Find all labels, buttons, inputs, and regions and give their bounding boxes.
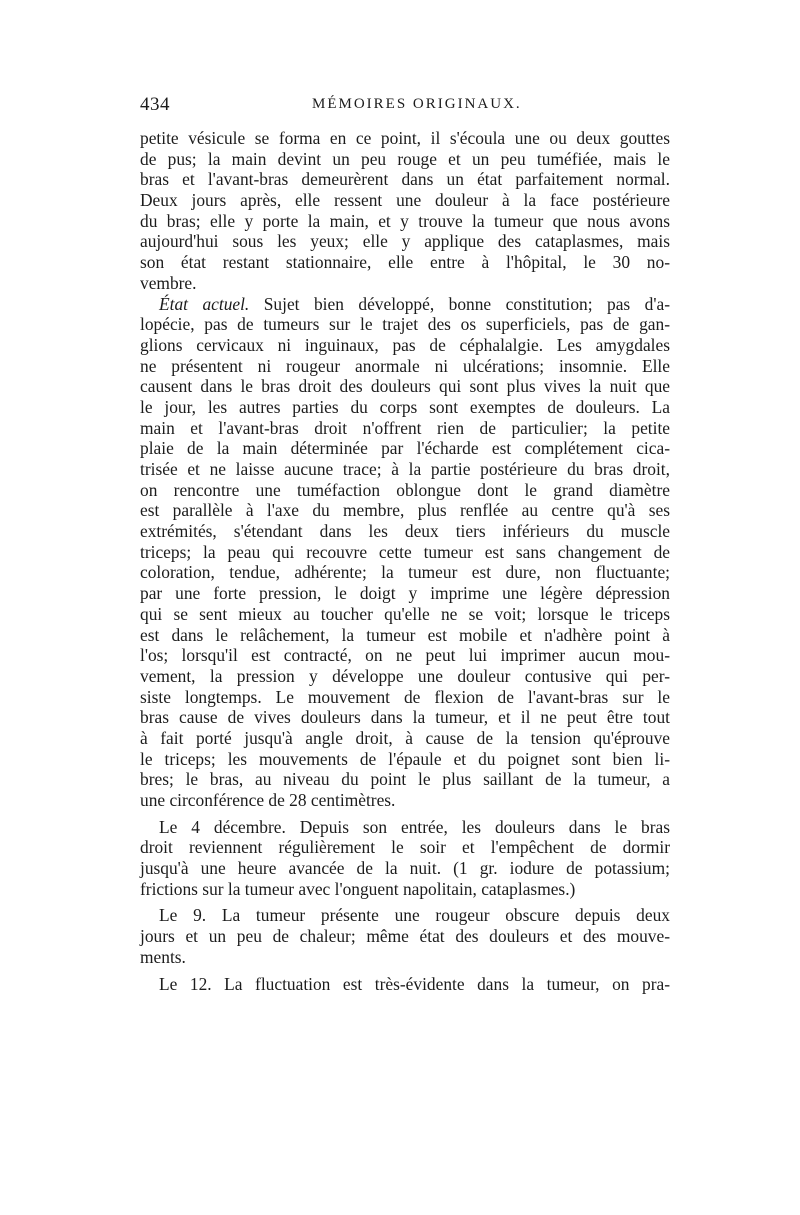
text-line: glions cervicaux ni inguinaux, pas de céphalalgie. Les amygdales — [140, 334, 670, 355]
text-line: Le 12. La fluctuation est très-évidente dans la tumeur, on pra- — [159, 973, 670, 994]
page-number: 434 — [140, 94, 170, 115]
text-line: une circonférence de 28 centimètres. — [140, 790, 396, 810]
text-line: frictions sur la tumeur avec l'onguent napolitain, cataplasmes.) — [140, 878, 576, 899]
text-line: Le 4 décembre. Depuis son entrée, les douleurs dans le bras — [159, 816, 670, 837]
text-line: son état restant stationnaire, elle entre à l'hôpital, le 30 no- — [140, 252, 670, 273]
text-line: le triceps; les mouvements de l'épaule et du poignet sont bien li- — [140, 748, 670, 769]
text-line: petite vésicule se forma en ce point, il s'écoula une ou deux gouttes — [140, 128, 670, 148]
text-line: vement, la pression y développe une douleur contusive qui per- — [140, 665, 670, 686]
running-title: MÉMOIRES ORIGINAUX. — [312, 96, 522, 112]
text-line: à fait porté jusqu'à angle droit, à cause de la tension qu'éprouve — [140, 727, 670, 748]
text-line: droit reviennent régulièrement le soir et l'empêchent de dormir — [140, 837, 670, 858]
text-line: on rencontre une tuméfaction oblongue dont le grand diamètre — [140, 479, 670, 500]
text-line: qui se sent mieux au toucher qu'elle ne se voit; lorsque le triceps — [140, 603, 670, 624]
paragraph — [140, 905, 670, 967]
text-line: Deux jours après, elle ressent une douleur à la face postérieure — [140, 190, 670, 211]
text-line: est parallèle à l'axe du membre, plus renflée au centre qu'à ses — [140, 500, 670, 521]
text-line: plaie de la main déterminée par l'écharde est complétement cica- — [140, 438, 670, 459]
text-line: bras et l'avant-bras demeurèrent dans un état parfaitement normal. — [140, 169, 670, 190]
text-line: siste longtemps. Le mouvement de flexion de l'avant-bras sur le — [140, 686, 670, 707]
section-lead: État actuel. — [159, 293, 250, 314]
text-line: ne présentent ni rougeur anormale ni ulcérations; insomnie. Elle — [140, 355, 670, 376]
text-line: lopécie, pas de tumeurs sur le trajet des os superficiels, pas de gan- — [140, 314, 670, 335]
text-line: jours et un peu de chaleur; même état des douleurs et des mouve- — [140, 926, 670, 947]
paragraph — [140, 128, 670, 294]
paragraph — [140, 817, 670, 900]
text-line: le jour, les autres parties du corps sont exemptes de douleurs. La — [140, 396, 670, 417]
text-line: main et l'avant-bras droit n'offrent rien de particulier; la petite — [140, 417, 670, 438]
text-fragment: Sujet bien développé, bonne constitution; pas d'a- — [249, 293, 670, 314]
text-line: jusqu'à une heure avancée de la nuit. (1 gr. iodure de potassium; — [140, 858, 670, 879]
text-line: l'os; lorsqu'il est contracté, on ne peut lui imprimer aucun mou- — [140, 645, 670, 666]
book-page — [140, 94, 670, 994]
text-line: causent dans le bras droit des douleurs qui sont plus vives la nuit que — [140, 376, 670, 397]
paragraph — [140, 294, 670, 811]
text-line: bres; le bras, au niveau du point le plus saillant de la tumeur, a — [140, 769, 670, 790]
text-line: par une forte pression, le doigt y imprime une légère dépression — [140, 583, 670, 604]
text-line: de pus; la main devint un peu rouge et un peu tuméfiée, mais le — [140, 148, 670, 169]
paragraph — [140, 974, 670, 995]
text-line: extrémités, s'étendant dans les deux tiers inférieurs du muscle — [140, 521, 670, 542]
text-line: coloration, tendue, adhérente; la tumeur est dure, non fluctuante; — [140, 562, 670, 583]
text-line: aujourd'hui sous les yeux; elle y applique des cataplasmes, mais — [140, 231, 670, 252]
body-text — [140, 128, 670, 994]
text-line: ments. — [140, 946, 186, 967]
text-line: du bras; elle y porte la main, et y trouve la tumeur que nous avons — [140, 210, 670, 231]
text-line — [140, 294, 670, 315]
text-line: triceps; la peau qui recouvre cette tumeur est sans changement de — [140, 541, 670, 562]
text-line: vembre. — [140, 272, 197, 293]
text-line: est dans le relâchement, la tumeur est mobile et n'adhère point à — [140, 624, 670, 645]
text-line: bras cause de vives douleurs dans la tumeur, et il ne peut être tout — [140, 707, 670, 728]
text-line: Le 9. La tumeur présente une rougeur obscure depuis deux — [159, 905, 670, 926]
text-line: trisée et ne laisse aucune trace; à la partie postérieure du bras droit, — [140, 459, 670, 479]
page-header — [140, 94, 670, 128]
